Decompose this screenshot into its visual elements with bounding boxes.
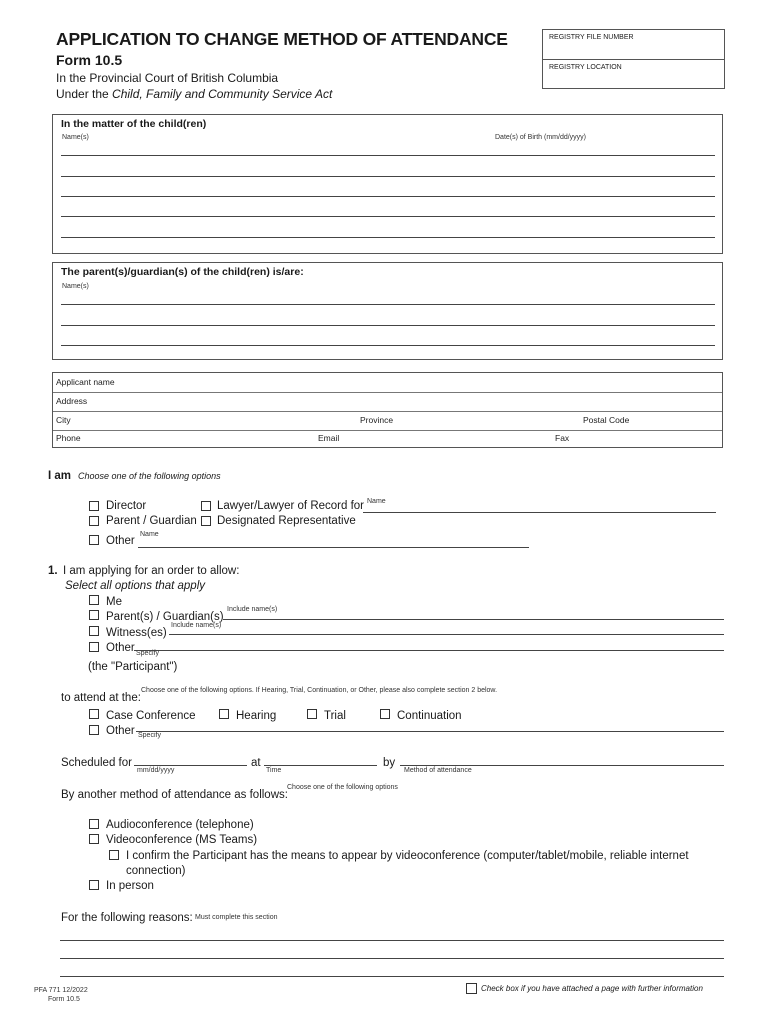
continuation-label: Continuation xyxy=(397,710,462,722)
child-line-2[interactable] xyxy=(61,176,715,177)
participant-label: (the "Participant") xyxy=(88,661,178,673)
parent-line-2[interactable] xyxy=(61,325,715,326)
in-person-checkbox[interactable] xyxy=(89,880,99,890)
email-label: Email xyxy=(318,433,340,443)
reasons-line-2[interactable] xyxy=(60,958,724,959)
parents-names-label: Name(s) xyxy=(62,283,89,290)
fax-label: Fax xyxy=(555,433,570,443)
section1-number: 1. xyxy=(48,565,58,577)
parents-checkbox[interactable] xyxy=(89,610,99,620)
method-hint: Method of attendance xyxy=(404,767,472,774)
attached-page-checkbox[interactable] xyxy=(466,983,477,994)
reasons-hint: Must complete this section xyxy=(195,914,278,921)
parent-guardian-checkbox[interactable] xyxy=(89,516,99,526)
children-dob-label: Date(s) of Birth (mm/dd/yyyy) xyxy=(495,134,587,141)
address-label: Address xyxy=(56,396,88,406)
director-label: Director xyxy=(106,500,147,512)
video-checkbox[interactable] xyxy=(89,834,99,844)
lawyer-checkbox[interactable] xyxy=(201,501,211,511)
iam-other-name-line[interactable] xyxy=(138,547,529,548)
child-line-5[interactable] xyxy=(61,237,715,238)
scheduled-for-label: Scheduled for xyxy=(61,757,132,769)
registry-file-number-label: REGISTRY FILE NUMBER xyxy=(549,34,634,41)
form-number: Form 10.5 xyxy=(56,52,123,68)
act-name: Child, Family and Community Service Act xyxy=(112,87,333,101)
witness-names-line[interactable] xyxy=(169,634,724,635)
footer-form-number: Form 10.5 xyxy=(48,996,80,1003)
confirm-checkbox[interactable] xyxy=(109,850,119,860)
designated-checkbox[interactable] xyxy=(201,516,211,526)
participant-other-checkbox[interactable] xyxy=(89,642,99,652)
participant-other-label: Other xyxy=(106,642,135,654)
act-prefix: Under the xyxy=(56,87,113,101)
iam-other-label: Other xyxy=(106,535,135,547)
another-method-hint: Choose one of the following options xyxy=(287,784,398,791)
child-line-4[interactable] xyxy=(61,216,715,217)
me-checkbox[interactable] xyxy=(89,595,99,605)
phone-label: Phone xyxy=(56,433,81,443)
lawyer-name-line[interactable] xyxy=(363,512,716,513)
video-label: Videoconference (MS Teams) xyxy=(106,834,258,846)
iam-hint: Choose one of the following options xyxy=(78,471,221,481)
registry-box xyxy=(542,29,725,89)
witness-checkbox[interactable] xyxy=(89,626,99,636)
witness-include-hint: Include name(s) xyxy=(171,622,222,629)
attend-other-line[interactable] xyxy=(136,731,724,732)
case-conference-label: Case Conference xyxy=(106,710,196,722)
iam-other-name-hint: Name xyxy=(140,531,159,538)
attend-hint: Choose one of the following options. If Hearing, Trial, Continuation, or Other, please also complete section 2 below. xyxy=(141,687,498,694)
director-checkbox[interactable] xyxy=(89,501,99,511)
hearing-checkbox[interactable] xyxy=(219,709,229,719)
confirm-text-1: I confirm the Participant has the means to appear by videoconference (computer/tablet/mobile, reliable internet xyxy=(126,850,689,862)
registry-location-field[interactable] xyxy=(543,59,724,88)
section1-text: I am applying for an order to allow: xyxy=(63,565,240,577)
applicant-box xyxy=(52,372,723,448)
parents-box xyxy=(52,262,723,360)
province-label: Province xyxy=(360,415,394,425)
form-title: APPLICATION TO CHANGE METHOD OF ATTENDANCE xyxy=(56,29,508,49)
date-line[interactable] xyxy=(134,765,247,766)
trial-checkbox[interactable] xyxy=(307,709,317,719)
parents-names-line[interactable] xyxy=(223,619,724,620)
section1-hint: Select all options that apply xyxy=(65,580,206,592)
at-label: at xyxy=(251,757,261,769)
designated-label: Designated Representative xyxy=(217,515,356,527)
parents-include-hint: Include name(s) xyxy=(227,606,278,613)
audio-checkbox[interactable] xyxy=(89,819,99,829)
attend-other-checkbox[interactable] xyxy=(89,725,99,735)
parents-label: Parent(s) / Guardian(s) xyxy=(106,611,224,623)
attached-page-label: Check box if you have attached a page with further information xyxy=(481,984,703,993)
time-line[interactable] xyxy=(264,765,377,766)
lawyer-label: Lawyer/Lawyer of Record for xyxy=(217,500,365,512)
parent-guardian-label: Parent / Guardian xyxy=(106,515,197,527)
audio-label: Audioconference (telephone) xyxy=(106,819,254,831)
court-name: In the Provincial Court of British Columbia xyxy=(56,71,279,85)
me-label: Me xyxy=(106,596,122,608)
postal-code-label: Postal Code xyxy=(583,415,630,425)
reasons-label: For the following reasons: xyxy=(61,912,193,924)
registry-file-number-field[interactable] xyxy=(543,30,724,59)
date-hint: mm/dd/yyyy xyxy=(137,767,175,774)
attend-other-specify: Specify xyxy=(138,732,161,739)
hearing-label: Hearing xyxy=(236,710,277,722)
children-names-label: Name(s) xyxy=(62,134,89,141)
attend-other-label: Other xyxy=(106,725,135,737)
trial-label: Trial xyxy=(324,710,346,722)
participant-other-line[interactable] xyxy=(134,650,724,651)
case-conference-checkbox[interactable] xyxy=(89,709,99,719)
applicant-name-label: Applicant name xyxy=(56,377,115,387)
attend-label: to attend at the: xyxy=(61,692,141,704)
city-label: City xyxy=(56,415,71,425)
by-label: by xyxy=(383,757,396,769)
reasons-line-3[interactable] xyxy=(60,976,724,977)
child-line-3[interactable] xyxy=(61,196,715,197)
lawyer-name-hint: Name xyxy=(367,498,386,505)
time-hint: Time xyxy=(266,767,282,774)
iam-label: I am xyxy=(48,470,72,482)
in-person-label: In person xyxy=(106,880,154,892)
confirm-text-2: connection) xyxy=(126,865,186,877)
another-method-label: By another method of attendance as follows: xyxy=(61,789,288,801)
children-box xyxy=(52,114,723,254)
child-line-1[interactable] xyxy=(61,155,715,156)
iam-other-checkbox[interactable] xyxy=(89,535,99,545)
act-line xyxy=(56,87,332,101)
continuation-checkbox[interactable] xyxy=(380,709,390,719)
form-code: PFA 771 12/2022 xyxy=(34,987,88,994)
participant-other-specify: Specify xyxy=(136,650,159,657)
witness-label: Witness(es) xyxy=(106,627,167,639)
method-line[interactable] xyxy=(400,765,724,766)
reasons-line-1[interactable] xyxy=(60,940,724,941)
registry-location-label: REGISTRY LOCATION xyxy=(549,64,622,71)
children-heading: In the matter of the child(ren) xyxy=(61,118,207,130)
parent-line-1[interactable] xyxy=(61,304,715,305)
parents-heading: The parent(s)/guardian(s) of the child(ren) is/are: xyxy=(61,266,304,278)
parent-line-3[interactable] xyxy=(61,345,715,346)
